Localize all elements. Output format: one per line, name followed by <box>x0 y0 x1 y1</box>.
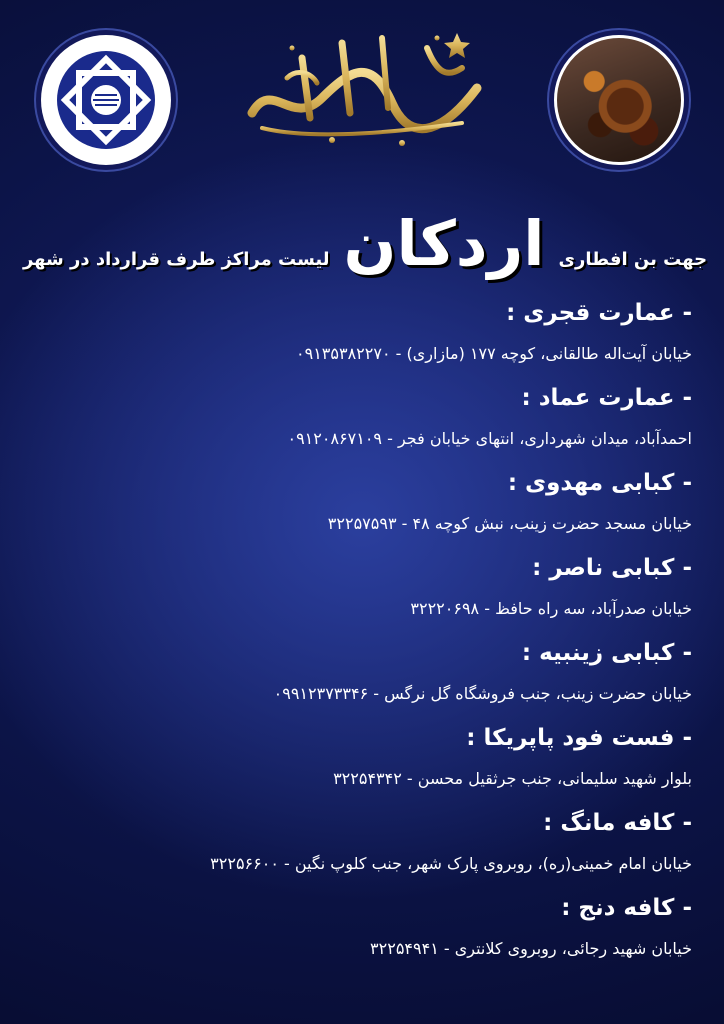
organization-logo <box>41 35 171 165</box>
venue-address: خیابان آیت‌اله طالقانی، کوچه ۱۷۷ (مازاری) - ۰۹۱۳۵۳۸۲۲۷۰ <box>296 344 692 363</box>
list-item <box>40 803 692 888</box>
list-item <box>40 463 692 548</box>
title-prefix: لیست مراکز طرف قرارداد در شهر <box>22 249 330 270</box>
list-item <box>40 293 692 378</box>
venue-address: خیابان امام خمینی(ره)، روبروی پارک شهر، جنب کلوپ نگین - ۳۲۲۵۶۶۰۰ <box>210 854 692 873</box>
iftar-photo <box>554 35 684 165</box>
venue-name: - عمارت قجری : <box>506 300 692 326</box>
venue-address: خیابان مسجد حضرت زینب، نبش کوچه ۴۸ - ۳۲۲۵۷۵۹۳ <box>327 514 692 533</box>
emblem-icon <box>57 51 155 149</box>
venue-address: احمدآباد، میدان شهرداری، انتهای خیابان فجر - ۰۹۱۲۰۸۶۷۱۰۹ <box>287 429 692 448</box>
svg-text:رمضان کریم: رمضان کریم <box>232 18 238 19</box>
venue-name: - کافه مانگ : <box>543 810 692 836</box>
venue-address: خیابان صدرآباد، سه راه حافظ - ۳۲۲۲۰۶۹۸ <box>410 599 692 618</box>
ramadan-kareem-calligraphy <box>232 18 492 158</box>
list-item <box>40 718 692 803</box>
venue-name: - کبابی مهدوی : <box>507 470 692 496</box>
title-suffix: جهت بن افطاری <box>558 249 708 270</box>
venue-address: خیابان شهید رجائی، روبروی کلانتری - ۳۲۲۵۴۹۴۱ <box>370 939 692 958</box>
venue-name: - عمارت عماد : <box>521 385 692 411</box>
venue-name: - فست فود پاپریکا : <box>466 725 692 751</box>
venue-address: خیابان حضرت زینب، جنب فروشگاه گل نرگس - ۰۹۹۱۲۳۷۳۳۴۶ <box>273 684 692 703</box>
list-item <box>40 633 692 718</box>
city-name: اردکان <box>343 207 545 280</box>
list-item <box>40 888 692 973</box>
venue-name: - کافه دنج : <box>561 895 692 921</box>
venue-address: بلوار شهید سلیمانی، جنب جرثقیل محسن - ۳۲۲۵۴۳۴۲ <box>333 769 692 788</box>
venue-list <box>40 293 692 973</box>
venue-name: - کبابی ناصر : <box>532 555 692 581</box>
page-title <box>22 200 708 280</box>
list-item <box>40 548 692 633</box>
venue-name: - کبابی زینبیه : <box>521 640 692 666</box>
list-item <box>40 378 692 463</box>
